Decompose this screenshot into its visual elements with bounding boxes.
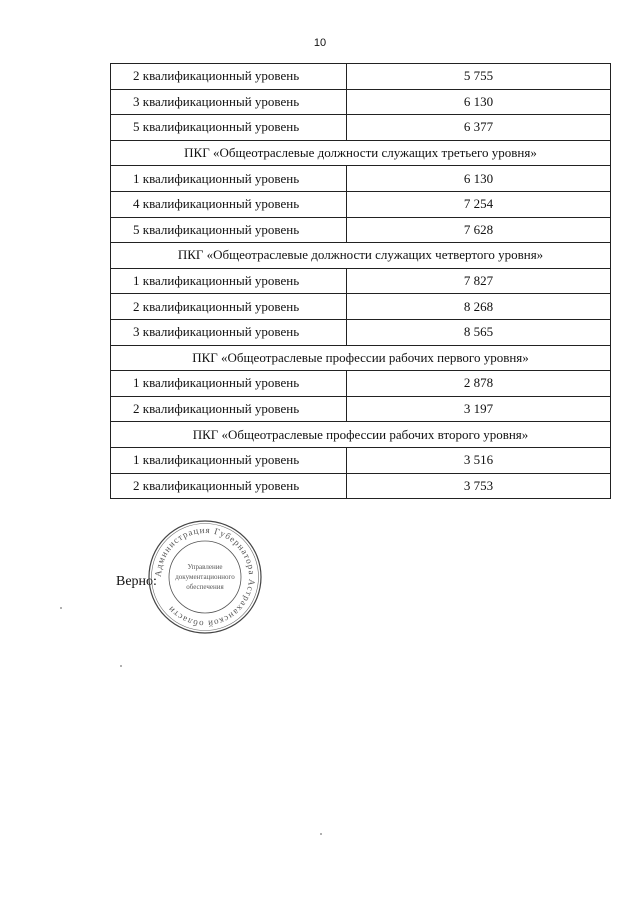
stamp-center-line-1: Управление: [187, 563, 223, 571]
qualification-level: 2 квалификационный уровень: [111, 473, 347, 499]
salary-value: 6 130: [347, 89, 611, 115]
scan-speck: [60, 607, 62, 609]
salary-value: 3 197: [347, 396, 611, 422]
group-title: ПКГ «Общеотраслевые должности служащих четвертого уровня»: [111, 243, 611, 269]
qualification-level: 5 квалификационный уровень: [111, 217, 347, 243]
table-row: [111, 191, 611, 217]
table-row: [111, 294, 611, 320]
table-row: [111, 115, 611, 141]
salary-value: 8 268: [347, 294, 611, 320]
salary-table: [110, 63, 611, 499]
stamp-ring-text: Администрация Губернатора Астраханской области: [152, 524, 258, 630]
stamp-center-line-3: обеспечения: [186, 583, 224, 591]
salary-value: 7 628: [347, 217, 611, 243]
table-row: [111, 473, 611, 499]
group-title: ПКГ «Общеотраслевые должности служащих третьего уровня»: [111, 140, 611, 166]
salary-value: 7 254: [347, 191, 611, 217]
scan-speck: [120, 665, 122, 667]
salary-value: 2 878: [347, 371, 611, 397]
salary-value: 8 565: [347, 319, 611, 345]
table-row: [111, 166, 611, 192]
salary-value: 7 827: [347, 268, 611, 294]
group-title: ПКГ «Общеотраслевые профессии рабочих первого уровня»: [111, 345, 611, 371]
table-group-header: [111, 243, 611, 269]
scan-speck: [320, 833, 322, 835]
table-row: [111, 447, 611, 473]
table-row: [111, 89, 611, 115]
table-group-header: [111, 345, 611, 371]
qualification-level: 2 квалификационный уровень: [111, 294, 347, 320]
salary-value: 3 516: [347, 447, 611, 473]
qualification-level: 2 квалификационный уровень: [111, 64, 347, 90]
stamp-center-line-2: документационного: [175, 573, 235, 581]
salary-value: 6 377: [347, 115, 611, 141]
page-number: 10: [313, 37, 327, 49]
salary-value: 5 755: [347, 64, 611, 90]
table-row: [111, 64, 611, 90]
official-stamp: [145, 517, 265, 637]
salary-value: 3 753: [347, 473, 611, 499]
table-row: [111, 371, 611, 397]
table-row: [111, 217, 611, 243]
table-group-header: [111, 140, 611, 166]
qualification-level: 3 квалификационный уровень: [111, 89, 347, 115]
table-group-header: [111, 422, 611, 448]
table-row: [111, 268, 611, 294]
qualification-level: 3 квалификационный уровень: [111, 319, 347, 345]
group-title: ПКГ «Общеотраслевые профессии рабочих второго уровня»: [111, 422, 611, 448]
salary-table-body: [111, 64, 611, 499]
qualification-level: 1 квалификационный уровень: [111, 371, 347, 397]
qualification-level: 1 квалификационный уровень: [111, 447, 347, 473]
qualification-level: 1 квалификационный уровень: [111, 166, 347, 192]
qualification-level: 1 квалификационный уровень: [111, 268, 347, 294]
qualification-level: 2 квалификационный уровень: [111, 396, 347, 422]
qualification-level: 4 квалификационный уровень: [111, 191, 347, 217]
certification-label: Верно:: [116, 574, 157, 589]
table-row: [111, 319, 611, 345]
salary-value: 6 130: [347, 166, 611, 192]
table-row: [111, 396, 611, 422]
qualification-level: 5 квалификационный уровень: [111, 115, 347, 141]
